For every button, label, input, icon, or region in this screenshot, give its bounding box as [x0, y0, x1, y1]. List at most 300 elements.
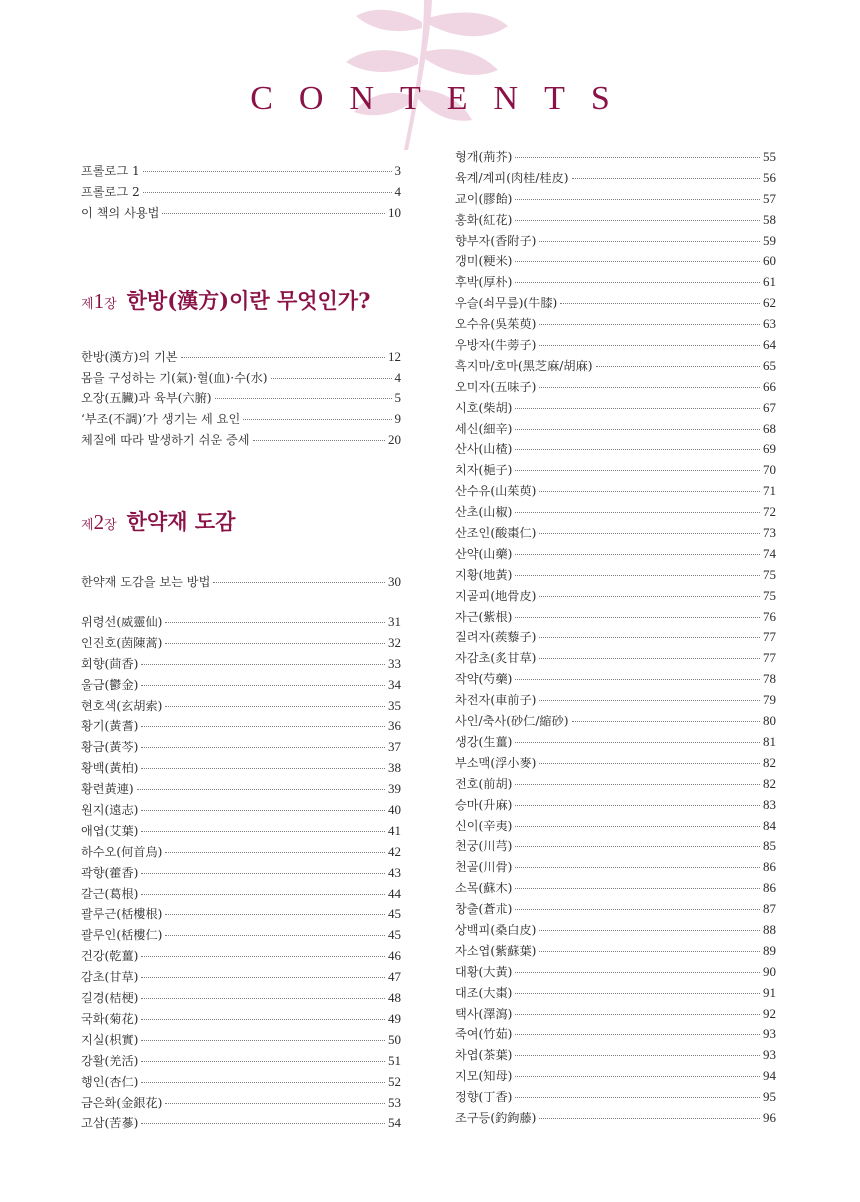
toc-entry-title: 길경(桔梗) [81, 991, 139, 1006]
toc-entry[interactable] [81, 368, 401, 389]
toc-entry-title: 금은화(金銀花) [81, 1095, 163, 1110]
toc-entry-title: 건강(乾薑) [81, 949, 139, 964]
toc-entry-page: 75 [763, 587, 776, 603]
toc-entry-page: 32 [388, 634, 401, 650]
toc-entry-title: 지모(知母) [455, 1069, 513, 1084]
toc-entry-page: 20 [388, 432, 401, 448]
dot-leader [141, 768, 385, 769]
toc-entry-title: 이 책의 사용법 [81, 205, 160, 220]
toc-entry-title: 산사(山楂) [455, 442, 513, 457]
toc-entry-title: 한약재 도감을 보는 방법 [81, 575, 211, 590]
dot-leader [141, 894, 385, 895]
dot-leader [143, 171, 392, 172]
toc-entry-page: 90 [763, 963, 776, 979]
toc-entry-title: 괄루근(栝樓根) [81, 907, 163, 922]
toc-entry-page: 61 [763, 274, 776, 290]
toc-entry[interactable] [81, 904, 401, 925]
dot-leader [515, 449, 760, 450]
toc-entry[interactable] [81, 654, 401, 675]
dot-leader [515, 1034, 760, 1035]
toc-entry[interactable] [81, 430, 401, 451]
dot-leader [165, 935, 385, 936]
toc-entry[interactable] [81, 842, 401, 863]
toc-entry-page: 76 [763, 608, 776, 624]
toc-entry-title: 지황(地黃) [455, 567, 513, 582]
toc-entry-page: 39 [388, 781, 401, 797]
toc-entry[interactable] [455, 147, 776, 168]
toc-entry[interactable] [455, 251, 776, 272]
toc-entry[interactable] [81, 863, 401, 884]
toc-entry-page: 64 [763, 337, 776, 353]
toc-entry-title: 차전자(車前子) [455, 693, 537, 708]
toc-entry[interactable] [455, 607, 776, 628]
toc-entry-title: 회향(茴香) [81, 656, 139, 671]
dot-leader [141, 998, 385, 999]
toc-entry-title: 오수유(吳茱萸) [455, 317, 537, 332]
toc-entry[interactable] [455, 711, 776, 732]
toc-entry-page: 60 [763, 253, 776, 269]
toc-entry[interactable] [455, 899, 776, 920]
dot-leader [539, 930, 760, 931]
toc-entry-page: 93 [763, 1047, 776, 1063]
toc-entry-page: 77 [763, 650, 776, 666]
toc-entry-title: 오미자(五味子) [455, 379, 537, 394]
dot-leader [215, 398, 392, 399]
toc-entry-page: 30 [388, 574, 401, 590]
dot-leader [515, 554, 760, 555]
toc-entry[interactable] [455, 168, 776, 189]
toc-entry-page: 75 [763, 566, 776, 582]
toc-entry-title: 울금(鬱金) [81, 677, 139, 692]
toc-entry-title: 감초(甘草) [81, 970, 139, 985]
toc-entry[interactable] [81, 572, 401, 593]
chapter-2-intro-list [81, 572, 401, 593]
toc-entry-page: 73 [763, 525, 776, 541]
dot-leader [539, 387, 760, 388]
toc-entry-page: 36 [388, 718, 401, 734]
toc-entry-page: 74 [763, 545, 776, 561]
toc-entry[interactable] [81, 161, 401, 182]
toc-entry[interactable] [455, 314, 776, 335]
toc-entry[interactable] [81, 409, 401, 430]
toc-entry-title: 천궁(川芎) [455, 839, 513, 854]
toc-entry-title: 천골(川骨) [455, 860, 513, 875]
toc-entry-page: 62 [763, 295, 776, 311]
toc-entry[interactable] [81, 967, 401, 988]
toc-entry[interactable] [81, 696, 401, 717]
toc-entry[interactable] [81, 821, 401, 842]
toc-entry-title: 택사(澤瀉) [455, 1006, 513, 1021]
toc-entry-page: 9 [394, 411, 401, 427]
dot-leader [515, 993, 760, 994]
toc-entry-page: 38 [388, 760, 401, 776]
toc-entry-title: 승마(升麻) [455, 797, 513, 812]
toc-entry-title: 위령선(威靈仙) [81, 615, 163, 630]
toc-entry-page: 66 [763, 378, 776, 394]
toc-entry-page: 37 [388, 739, 401, 755]
chapter-2-heading [81, 506, 401, 546]
toc-entry[interactable] [455, 795, 776, 816]
dot-leader [165, 1103, 385, 1104]
toc-entry[interactable] [455, 502, 776, 523]
toc-entry[interactable] [81, 884, 401, 905]
dot-leader [515, 429, 760, 430]
chapter-suffix: 장 [104, 296, 117, 312]
dot-leader [213, 582, 385, 583]
toc-entry-title: 신이(辛夷) [455, 818, 513, 833]
dot-leader [165, 914, 385, 915]
toc-entry[interactable] [455, 669, 776, 690]
dot-leader [141, 747, 385, 748]
toc-entry-title: 지실(枳實) [81, 1032, 139, 1047]
dot-leader [253, 440, 385, 441]
toc-entry-page: 93 [763, 1026, 776, 1042]
toc-entry[interactable] [455, 920, 776, 941]
toc-entry[interactable] [455, 1045, 776, 1066]
toc-entry-title: 교이(膠飴) [455, 191, 513, 206]
toc-entry[interactable] [81, 1030, 401, 1051]
toc-entry-page: 54 [388, 1115, 401, 1131]
toc-entry[interactable] [81, 347, 401, 368]
dot-leader [539, 951, 760, 952]
toc-entry-page: 48 [388, 990, 401, 1006]
toc-entry-title: 사인/축사(砂仁/縮砂) [455, 714, 569, 729]
toc-entry-page: 57 [763, 190, 776, 206]
toc-entry-page: 94 [763, 1068, 776, 1084]
toc-entry[interactable] [455, 377, 776, 398]
toc-entry-title: 후박(厚朴) [455, 275, 513, 290]
chapter-number: 1 [93, 288, 105, 313]
toc-entry-title: 갱미(粳米) [455, 254, 513, 269]
toc-entry-page: 86 [763, 880, 776, 896]
dot-leader [515, 972, 760, 973]
toc-entry-title: 황기(黃耆) [81, 719, 139, 734]
dot-leader [143, 192, 392, 193]
toc-entry-title: 황련黃連) [81, 782, 134, 797]
toc-entry-page: 46 [388, 948, 401, 964]
toc-entry[interactable] [455, 627, 776, 648]
toc-entry-page: 70 [763, 462, 776, 478]
toc-entry[interactable] [455, 732, 776, 753]
toc-entry-page: 81 [763, 733, 776, 749]
toc-entry-title: 생강(生薑) [455, 734, 513, 749]
toc-entry[interactable] [455, 523, 776, 544]
dot-leader [141, 685, 385, 686]
toc-entry[interactable] [81, 758, 401, 779]
dot-leader [515, 575, 760, 576]
toc-entry-page: 78 [763, 671, 776, 687]
toc-entry-title: 애엽(艾葉) [81, 823, 139, 838]
toc-entry[interactable] [81, 388, 401, 409]
toc-entry-title: 산조인(酸棗仁) [455, 526, 537, 541]
dot-leader [165, 643, 385, 644]
toc-entry-page: 44 [388, 885, 401, 901]
toc-entry-page: 96 [763, 1109, 776, 1125]
dot-leader [539, 596, 760, 597]
toc-entry-title: 체질에 따라 발생하기 쉬운 증세 [81, 433, 250, 448]
toc-entry-title: 산약(山藥) [455, 546, 513, 561]
dot-leader [515, 470, 760, 471]
toc-entry-title: 작약(芍藥) [455, 672, 513, 687]
toc-entry[interactable] [81, 946, 401, 967]
toc-entry-title: 대조(大棗) [455, 985, 513, 1000]
dot-leader [515, 888, 760, 889]
toc-entry[interactable] [81, 182, 401, 203]
toc-entry-title: 국화(菊花) [81, 1011, 139, 1026]
dot-leader [515, 867, 760, 868]
toc-entry-page: 49 [388, 1010, 401, 1026]
toc-entry-title: 소목(蘇木) [455, 881, 513, 896]
toc-entry[interactable] [81, 633, 401, 654]
toc-entry-title: 죽여(竹茹) [455, 1027, 513, 1042]
toc-entry[interactable] [455, 272, 776, 293]
toc-entry-page: 47 [388, 969, 401, 985]
toc-entry[interactable] [81, 203, 401, 224]
toc-entry-title: 강활(羌活) [81, 1053, 139, 1068]
toc-entry-page: 88 [763, 921, 776, 937]
dot-leader [515, 909, 760, 910]
toc-entry-title: 인진호(茵陳蒿) [81, 635, 163, 650]
dot-leader [515, 784, 760, 785]
toc-entry-page: 79 [763, 692, 776, 708]
toc-entry[interactable] [455, 816, 776, 837]
dot-leader [271, 378, 392, 379]
toc-entry-title: 정향(丁香) [455, 1090, 513, 1105]
dot-leader [141, 1082, 385, 1083]
dot-leader [141, 664, 385, 665]
toc-entry[interactable] [455, 1108, 776, 1129]
toc-entry-page: 4 [394, 183, 401, 199]
toc-entry[interactable] [455, 544, 776, 565]
toc-entry-title: 질려자(蒺藜子) [455, 630, 537, 645]
dot-leader [515, 1076, 760, 1077]
dot-leader [515, 261, 760, 262]
toc-entry[interactable] [81, 988, 401, 1009]
toc-entry[interactable] [455, 1066, 776, 1087]
toc-entry-page: 45 [388, 927, 401, 943]
chapter-1-list [81, 347, 401, 451]
dot-leader [515, 1014, 760, 1015]
toc-entry-page: 85 [763, 838, 776, 854]
toc-entry[interactable] [81, 925, 401, 946]
toc-entry[interactable] [455, 419, 776, 440]
toc-entry-title: 자근(紫根) [455, 609, 513, 624]
toc-entry-page: 65 [763, 357, 776, 373]
toc-entry-page: 35 [388, 697, 401, 713]
toc-entry[interactable] [81, 779, 401, 800]
toc-entry[interactable] [81, 716, 401, 737]
toc-entry-title: 산초(山椒) [455, 505, 513, 520]
toc-entry[interactable] [455, 460, 776, 481]
toc-entry[interactable] [81, 612, 401, 633]
toc-entry-title: 상백피(桑白皮) [455, 922, 537, 937]
toc-entry[interactable] [81, 1072, 401, 1093]
toc-entry-page: 40 [388, 802, 401, 818]
toc-entry-page: 58 [763, 211, 776, 227]
dot-leader [572, 178, 760, 179]
toc-entry-page: 82 [763, 754, 776, 770]
toc-entry-title: 우슬(쇠무릎)(牛膝) [455, 296, 558, 311]
chapter-title: 한약재 도감 [126, 509, 236, 535]
dot-leader [137, 789, 385, 790]
toc-entry[interactable] [455, 648, 776, 669]
dot-leader [539, 324, 760, 325]
dot-leader [141, 1123, 385, 1124]
dot-leader [560, 303, 760, 304]
dot-leader [596, 366, 760, 367]
toc-entry-title: 창출(蒼朮) [455, 902, 513, 917]
toc-entry-title: 한방(漢方)의 기본 [81, 349, 178, 364]
toc-entry-title: 조구등(釣鉤藤) [455, 1110, 537, 1125]
toc-entry[interactable] [455, 941, 776, 962]
dot-leader [165, 706, 385, 707]
toc-entry-title: 고삼(苦蔘) [81, 1116, 139, 1131]
dot-leader [515, 805, 760, 806]
toc-entry[interactable] [455, 335, 776, 356]
dot-leader [141, 1040, 385, 1041]
toc-entry[interactable] [81, 800, 401, 821]
toc-entry-page: 4 [394, 369, 401, 385]
toc-entry[interactable] [455, 690, 776, 711]
toc-entry-page: 51 [388, 1052, 401, 1068]
toc-entry[interactable] [455, 586, 776, 607]
dot-leader [515, 408, 760, 409]
toc-entry[interactable] [455, 753, 776, 774]
toc-entry-title: 몸을 구성하는 기(氣)·혈(血)·수(水) [81, 370, 268, 385]
toc-entry[interactable] [455, 857, 776, 878]
toc-entry[interactable] [455, 1024, 776, 1045]
dot-leader [539, 533, 760, 534]
toc-entry-title: 하수오(何首烏) [81, 844, 163, 859]
toc-entry-page: 42 [388, 843, 401, 859]
toc-entry[interactable] [455, 356, 776, 377]
toc-entry-title: 오장(五臟)과 육부(六腑) [81, 391, 212, 406]
toc-entry-page: 59 [763, 232, 776, 248]
toc-entry-page: 5 [394, 390, 401, 406]
toc-entry-page: 89 [763, 942, 776, 958]
toc-entry[interactable] [81, 1093, 401, 1114]
toc-entry[interactable] [455, 210, 776, 231]
toc-entry-title: 자소엽(紫蘇葉) [455, 943, 537, 958]
toc-entry-page: 12 [388, 348, 401, 364]
toc-entry-page: 91 [763, 984, 776, 1000]
toc-entry-title: 세신(細辛) [455, 421, 513, 436]
toc-entry-page: 83 [763, 796, 776, 812]
chapter-number: 2 [93, 510, 105, 535]
chapter-title: 한방(漢方)이란 무엇인가? [126, 287, 371, 313]
dot-leader [515, 617, 760, 618]
dot-leader [141, 1061, 385, 1062]
toc-entry-title: 홍화(紅花) [455, 212, 513, 227]
toc-entry-page: 50 [388, 1031, 401, 1047]
toc-entry-title: 갈근(葛根) [81, 886, 139, 901]
toc-entry[interactable] [455, 231, 776, 252]
chapter-prefix: 제 [81, 296, 94, 312]
toc-entry-page: 63 [763, 316, 776, 332]
toc-entry-page: 72 [763, 504, 776, 520]
toc-entry-title: 자감초(炙甘草) [455, 651, 537, 666]
dot-leader [181, 357, 385, 358]
toc-entry[interactable] [455, 774, 776, 795]
dot-leader [141, 873, 385, 874]
chapter-2-list [81, 612, 401, 1134]
toc-entry-title: 황금(黃芩) [81, 740, 139, 755]
toc-entry-page: 86 [763, 859, 776, 875]
toc-entry-page: 45 [388, 906, 401, 922]
dot-leader [515, 679, 760, 680]
dot-leader [539, 491, 760, 492]
chapter-1-heading [81, 285, 401, 325]
toc-entry[interactable] [81, 737, 401, 758]
toc-entry-page: 95 [763, 1089, 776, 1105]
toc-entry[interactable] [455, 878, 776, 899]
toc-entry[interactable] [455, 983, 776, 1004]
dot-leader [165, 852, 385, 853]
dot-leader [515, 199, 760, 200]
toc-entry-title: 곽향(藿香) [81, 865, 139, 880]
front-matter-list [81, 161, 401, 224]
toc-entry[interactable] [455, 962, 776, 983]
dot-leader [515, 846, 760, 847]
toc-entry[interactable] [81, 1051, 401, 1072]
toc-entry-title: 우방자(牛蒡子) [455, 338, 537, 353]
toc-entry[interactable] [455, 293, 776, 314]
toc-entry[interactable] [455, 1004, 776, 1025]
dot-leader [243, 419, 391, 420]
dot-leader [572, 721, 760, 722]
toc-entry-title: 시호(柴胡) [455, 400, 513, 415]
toc-entry[interactable] [455, 1087, 776, 1108]
toc-entry-title: 형개(荊芥) [455, 150, 513, 164]
toc-entry[interactable] [81, 1113, 401, 1134]
toc-entry-title: 원지(遠志) [81, 803, 139, 818]
toc-entry[interactable] [455, 836, 776, 857]
toc-entry-page: 84 [763, 817, 776, 833]
toc-entry[interactable] [455, 398, 776, 419]
toc-entry-title: 프롤로그 1 [81, 164, 140, 178]
toc-entry-page: 71 [763, 483, 776, 499]
toc-entry-page: 82 [763, 775, 776, 791]
toc-entry-page: 53 [388, 1094, 401, 1110]
toc-entry-page: 56 [763, 169, 776, 185]
dot-leader [515, 157, 760, 158]
toc-entry[interactable] [81, 1009, 401, 1030]
toc-entry[interactable] [455, 439, 776, 460]
toc-entry-title: 황백(黃柏) [81, 761, 139, 776]
dot-leader [515, 282, 760, 283]
toc-entry[interactable] [455, 189, 776, 210]
toc-entry-page: 77 [763, 629, 776, 645]
toc-entry[interactable] [81, 675, 401, 696]
toc-entry-title: 괄루인(栝樓仁) [81, 928, 163, 943]
toc-entry-title: 차엽(茶葉) [455, 1048, 513, 1063]
toc-entry-title: 산수유(山茱萸) [455, 484, 537, 499]
dot-leader [141, 1019, 385, 1020]
toc-entry-page: 52 [388, 1073, 401, 1089]
dot-leader [539, 1118, 760, 1119]
chapter-2-continued-list [455, 147, 776, 1129]
dot-leader [539, 658, 760, 659]
chapter-prefix: 제 [81, 518, 94, 534]
page-title: CONTENTS [250, 80, 636, 117]
dot-leader [539, 637, 760, 638]
dot-leader [515, 826, 760, 827]
toc-entry-title: 치자(梔子) [455, 463, 513, 478]
toc-entry[interactable] [455, 565, 776, 586]
toc-entry[interactable] [455, 481, 776, 502]
toc-entry-page: 69 [763, 441, 776, 457]
dot-leader [141, 726, 385, 727]
